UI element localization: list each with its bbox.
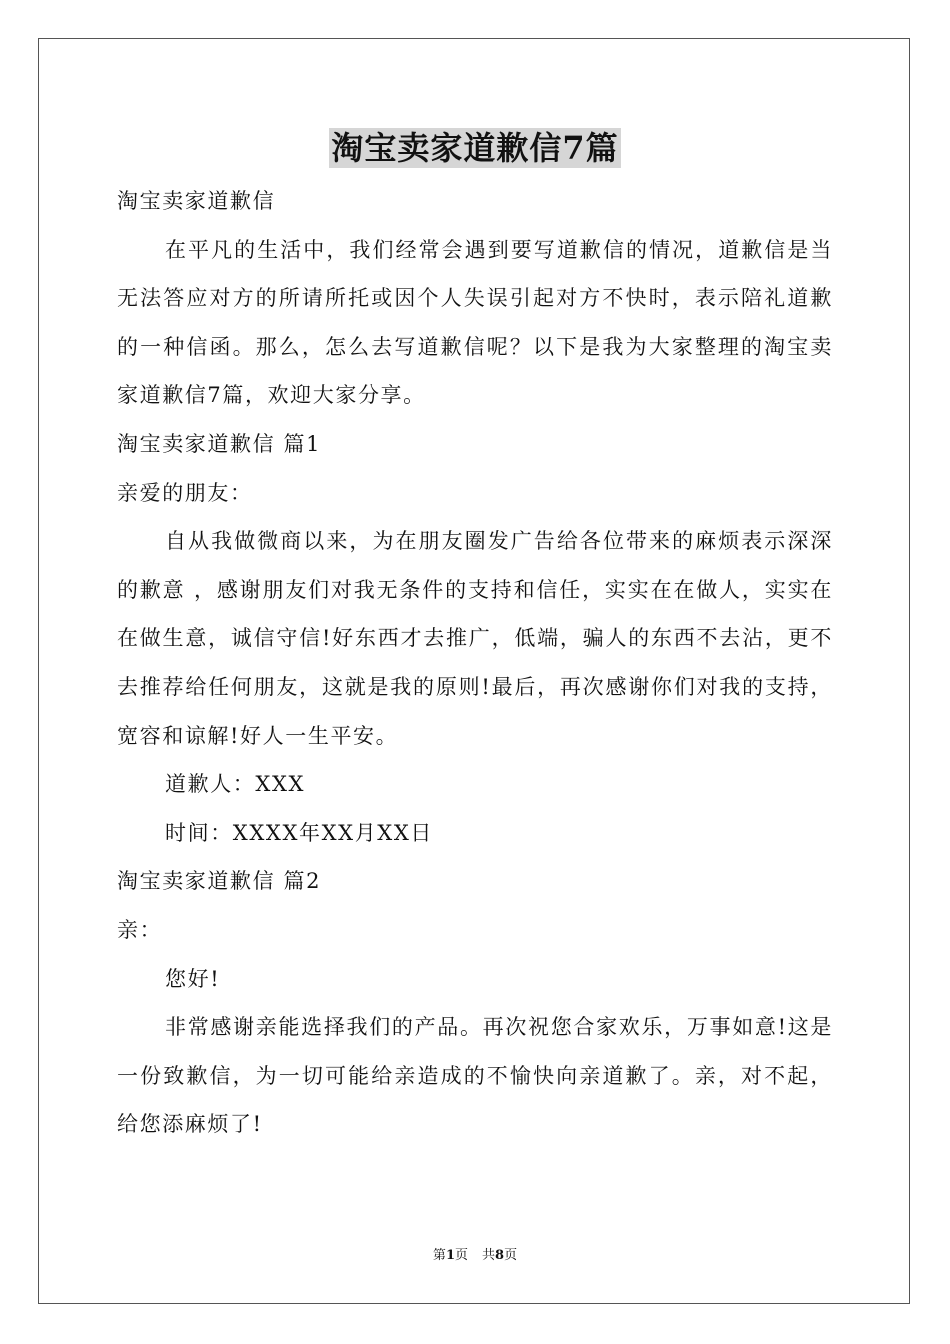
- letter-1-date: 时间：XXXX年XX月XX日: [165, 820, 434, 845]
- page-footer: [0, 1248, 950, 1264]
- document-body: [117, 177, 833, 1149]
- total-label-prefix: 共: [482, 1248, 496, 1263]
- page-label-suffix: 页: [454, 1248, 468, 1263]
- letter-2-heading: 淘宝卖家道歉信 篇2: [117, 869, 322, 894]
- letter-1-greeting: 亲爱的朋友：: [117, 480, 253, 505]
- page-total: 8: [495, 1248, 505, 1263]
- letter-1-body: 自从我做微商以来，为在朋友圈发广告给各位带来的麻烦表示深深的歉意 ，感谢朋友们对我无条件的支持和信任，实实在在做人，实实在在做生意，诚信守信!好东西才去推广，低端，骗人的东西不去沾，更不去推荐给任何朋友，这就是我的原则!最后，再次感谢你们对我的支持，宽容和谅解!好人一生平安。: [117, 529, 833, 748]
- page-current: 1: [445, 1248, 455, 1263]
- letter-2-greeting: 亲：: [117, 917, 163, 942]
- total-label-suffix: 页: [504, 1248, 518, 1263]
- subtitle: 淘宝卖家道歉信: [117, 189, 276, 213]
- letter-2-body: 非常感谢亲能选择我们的产品。再次祝您合家欢乐，万事如意!这是一份致歉信，为一切可能给亲造成的不愉快向亲道歉了。亲，对不起，给您添麻烦了!: [117, 1015, 833, 1137]
- intro-paragraph: 在平凡的生活中，我们经常会遇到要写道歉信的情况，道歉信是当无法答应对方的所请所托或因个人失误引起对方不快时，表示陪礼道歉的一种信函。那么，怎么去写道歉信呢？以下是我为大家整理的淘宝卖家道歉信7篇，欢迎大家分享。: [117, 237, 833, 408]
- letter-1-signer: 道歉人：XXX: [165, 772, 306, 797]
- title-block: [0, 128, 950, 168]
- letter-2-salutation: 您好!: [165, 966, 221, 991]
- letter-1-heading: 淘宝卖家道歉信 篇1: [117, 431, 322, 456]
- page-label-prefix: 第: [432, 1248, 446, 1263]
- document-title: 淘宝卖家道歉信7篇: [331, 129, 619, 167]
